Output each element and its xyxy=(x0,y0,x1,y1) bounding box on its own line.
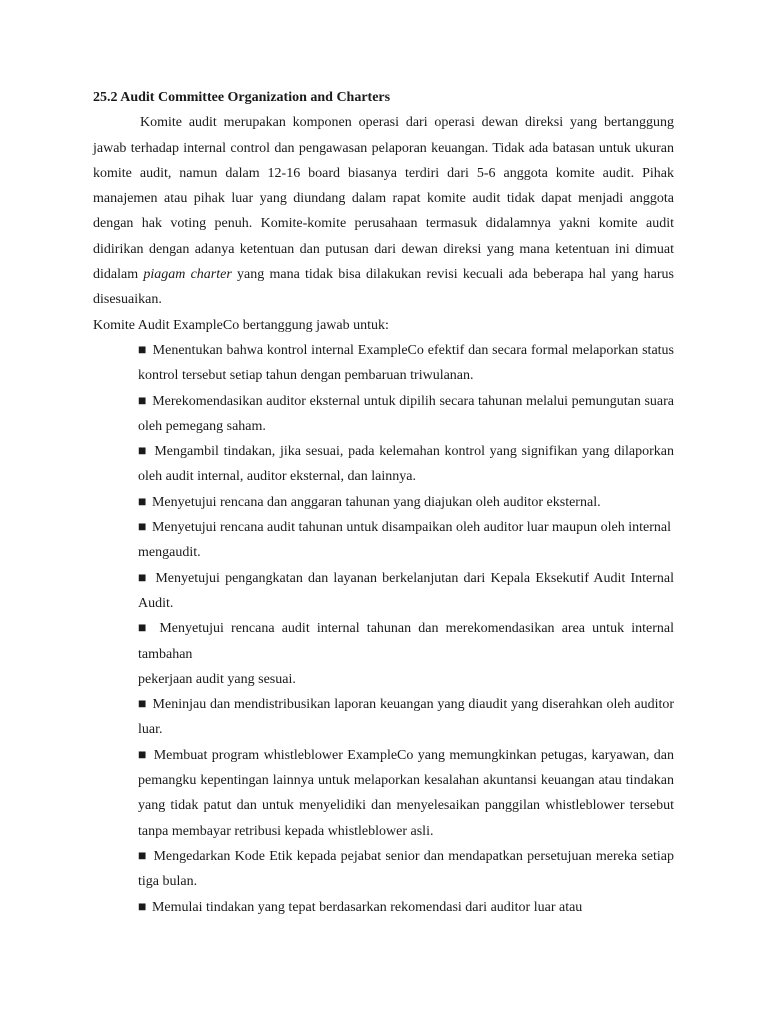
list-item xyxy=(138,692,674,743)
list-item-text: Menentukan bahwa kontrol internal ExampleCo efektif dan secara formal melaporkan status kontrol tersebut setiap tahun dengan pembaruan triwulanan. xyxy=(138,342,674,384)
paragraph-text: Komite audit merupakan komponen operasi dari operasi dewan direksi yang bertanggung jawab terhadap internal control dan pengawasan pelaporan keuangan. Tidak ada batasan untuk ukuran komite audit, namun dalam 12-16 board biasanya terdiri dari 5-6 anggota komite audit. Pihak manajemen atau pihak luar yang diundang dalam rapat komite audit tidak dapat menjadi anggota dengan hak voting penuh. Komite-komite perusahaan termasuk didalamnya yakni komite audit didirikan dengan adanya ketentuan dan putusan dari dewan direksi yang mana ketentuan ini dimuat didalam xyxy=(93,115,674,283)
list-item-text: Membuat program whistleblower ExampleCo yang memungkinkan petugas, karyawan, dan pemangku kepentingan lainnya untuk melaporkan kesalahan akuntansi keuangan atau tindakan yang tidak patut dan untuk menyelidiki dan menyelesaikan panggilan whistleblower tersebut tanpa membayar retribusi kepada whistleblower asli. xyxy=(138,747,674,839)
square-bullet-icon: ■ xyxy=(138,444,148,460)
square-bullet-icon: ■ xyxy=(138,621,151,637)
document-body xyxy=(93,85,674,920)
list-item xyxy=(138,338,674,389)
square-bullet-icon: ■ xyxy=(138,697,147,713)
list-item-text: Mengambil tindakan, jika sesuai, pada kelemahan kontrol yang signifikan yang dilaporkan oleh audit internal, auditor eksternal, dan lainnya. xyxy=(138,444,675,485)
responsibilities-intro: Komite Audit ExampleCo bertanggung jawab untuk: xyxy=(93,317,389,333)
list-item xyxy=(138,439,674,490)
list-item xyxy=(138,895,674,920)
list-item xyxy=(138,490,674,515)
list-item-text: Mengedarkan Kode Etik kepada pejabat senior dan mendapatkan persetujuan mereka setiap tiga bulan. xyxy=(138,848,674,890)
square-bullet-icon: ■ xyxy=(138,848,148,864)
square-bullet-icon: ■ xyxy=(138,570,149,586)
list-item-text: Menyetujui rencana audit tahunan untuk disampaikan oleh auditor luar maupun oleh internal xyxy=(151,520,671,536)
list-item-text: Merekomendasikan auditor eksternal untuk dipilih secara tahunan melalui pemungutan suara oleh pemegang saham. xyxy=(138,393,674,434)
list-item xyxy=(138,844,674,895)
list-item xyxy=(138,515,674,540)
list-item xyxy=(138,566,674,617)
list-item-text: Menyetujui pengangkatan dan layanan berkelanjutan dari Kepala Eksekutif Audit Internal Audit. xyxy=(138,570,675,611)
square-bullet-icon: ■ xyxy=(138,747,148,763)
list-item-text: Menyetujui rencana audit internal tahunan dan merekomendasikan area untuk internal tambahan xyxy=(138,621,674,662)
intro-paragraph xyxy=(93,110,674,312)
list-item xyxy=(138,743,674,844)
responsibilities-list xyxy=(93,338,674,920)
square-bullet-icon: ■ xyxy=(138,899,147,915)
list-item-text: Memulai tindakan yang tepat berdasarkan rekomendasi dari auditor luar atau xyxy=(151,899,583,915)
list-item xyxy=(138,389,674,440)
square-bullet-icon: ■ xyxy=(138,342,147,358)
list-item-continuation: pekerjaan audit yang sesuai. xyxy=(138,671,296,687)
paragraph-text-end: yang mana tidak bisa dilakukan revisi kecuali ada beberapa hal yang harus disesuaikan. xyxy=(93,267,674,308)
square-bullet-icon: ■ xyxy=(138,494,147,510)
square-bullet-icon: ■ xyxy=(138,520,147,536)
square-bullet-icon: ■ xyxy=(138,393,147,409)
list-item-text: Menyetujui rencana dan anggaran tahunan yang diajukan oleh auditor eksternal. xyxy=(151,494,601,510)
list-item xyxy=(138,616,674,667)
section-heading: 25.2 Audit Committee Organization and Charters xyxy=(93,90,391,105)
list-item-text: Meninjau dan mendistribusikan laporan keuangan yang diaudit yang diserahkan oleh auditor luar. xyxy=(138,697,675,738)
paragraph-italic-term: piagam charter xyxy=(143,267,232,283)
list-item-continuation: mengaudit. xyxy=(138,545,201,561)
